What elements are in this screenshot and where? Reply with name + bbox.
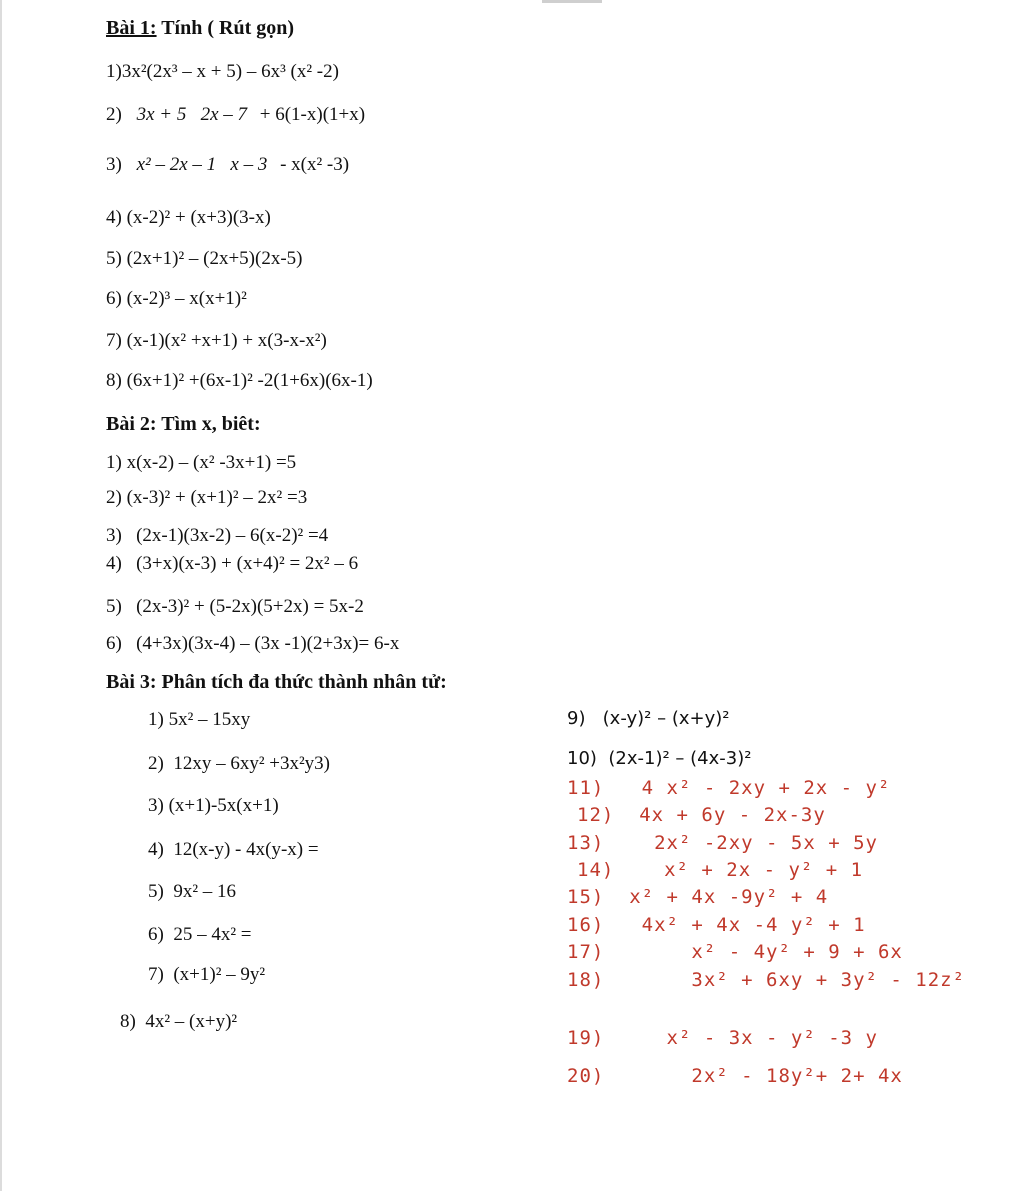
- bai3-left-item-2: 2) 12xy – 6xy² +3x²y3): [148, 753, 331, 774]
- bai3-right-item-9: 9) (x-y)² – (x+y)²: [567, 708, 730, 729]
- bai3-left-item-5: 5) 9x² – 16: [148, 881, 237, 902]
- bai3-right-item-16: 16) 4x² + 4x -4 y² + 1: [567, 914, 866, 936]
- top-edge-mark: [542, 0, 602, 3]
- bai1-item-1: 1)3x²(2x³ – x + 5) – 6x³ (x² -2): [106, 61, 339, 82]
- bai3-left-item-4: 4) 12(x-y) - 4x(y-x) =: [148, 839, 319, 860]
- bai3-left-item-3: 3) (x+1)-5x(x+1): [148, 795, 279, 816]
- bai3-right-item-12: 12) 4x + 6y - 2x-3y: [577, 804, 826, 826]
- bai3-right-item-10: 10) (2x-1)² – (4x-3)²: [567, 748, 752, 769]
- bai3-left-item-7: 7) (x+1)² – 9y²: [148, 964, 266, 985]
- bai3-right-item-14: 14) x² + 2x - y² + 1: [577, 859, 864, 881]
- bai3-left-item-6: 6) 25 – 4x² =: [148, 924, 252, 945]
- bai2-item-1: 1) x(x-2) – (x² -3x+1) =5: [106, 452, 297, 473]
- bai3-left-item-1: 1) 5x² – 15xy: [148, 709, 251, 730]
- bai1-item-3-tail: - x(x² -3): [280, 154, 350, 175]
- bai3-right-item-19: 19) x² - 3x - y² -3 y: [567, 1027, 878, 1049]
- bai2-item-5: 5) (2x-3)² + (5-2x)(5+2x) = 5x-2: [106, 596, 364, 617]
- bai1-title: [106, 18, 294, 38]
- bai1-title-number: Bài 1:: [106, 17, 157, 39]
- bai3-right-item-15: 15) x² + 4x -9y² + 4: [567, 886, 829, 908]
- bai3-left-item-8: 8) 4x² – (x+y)²: [120, 1011, 238, 1032]
- bai1-item-8: 8) (6x+1)² +(6x-1)² -2(1+6x)(6x-1): [106, 370, 373, 391]
- bai1-item-2: [106, 105, 365, 124]
- bai2-title: Bài 2: Tìm x, biêt:: [106, 413, 261, 435]
- bai2-item-2: 2) (x-3)² + (x+1)² – 2x² =3: [106, 487, 308, 508]
- bai2-item-4: 4) (3+x)(x-3) + (x+4)² = 2x² – 6: [106, 553, 359, 574]
- bai2-item-6: 6) (4+3x)(3x-4) – (3x -1)(2+3x)= 6-x: [106, 633, 400, 654]
- bai1-item-3: [106, 155, 349, 174]
- bai2-item-3: 3) (2x-1)(3x-2) – 6(x-2)² =4: [106, 525, 329, 546]
- bai3-right-item-13: 13) 2x² -2xy - 5x + 5y: [567, 832, 878, 854]
- bai1-item-2-factors: 3x + 5 2x – 7: [136, 104, 248, 125]
- bai1-item-2-num: 2): [106, 104, 122, 125]
- bai3-right-item-20: 20) 2x² - 18y²+ 2+ 4x: [567, 1065, 903, 1087]
- bai3-title: Bài 3: Phân tích đa thức thành nhân tử:: [106, 671, 447, 693]
- bai1-item-3-num: 3): [106, 154, 122, 175]
- bai1-item-7: 7) (x-1)(x² +x+1) + x(3-x-x²): [106, 330, 327, 351]
- bai3-right-item-18: 18) 3x² + 6xy + 3y² - 12z²: [567, 969, 966, 991]
- bai1-item-6: 6) (x-2)³ – x(x+1)²: [106, 288, 247, 309]
- bai1-item-3-factors: x² – 2x – 1 x – 3: [136, 154, 268, 175]
- bai1-item-5: 5) (2x+1)² – (2x+5)(2x-5): [106, 248, 303, 269]
- bai1-item-4: 4) (x-2)² + (x+3)(3-x): [106, 207, 271, 228]
- bai3-right-item-17: 17) x² - 4y² + 9 + 6x: [567, 941, 903, 963]
- bai3-right-item-11: 11) 4 x² - 2xy + 2x - y²: [567, 777, 891, 799]
- bai1-title-text: Tính ( Rút gọn): [161, 17, 295, 39]
- bai1-item-2-tail: + 6(1-x)(1+x): [259, 104, 366, 125]
